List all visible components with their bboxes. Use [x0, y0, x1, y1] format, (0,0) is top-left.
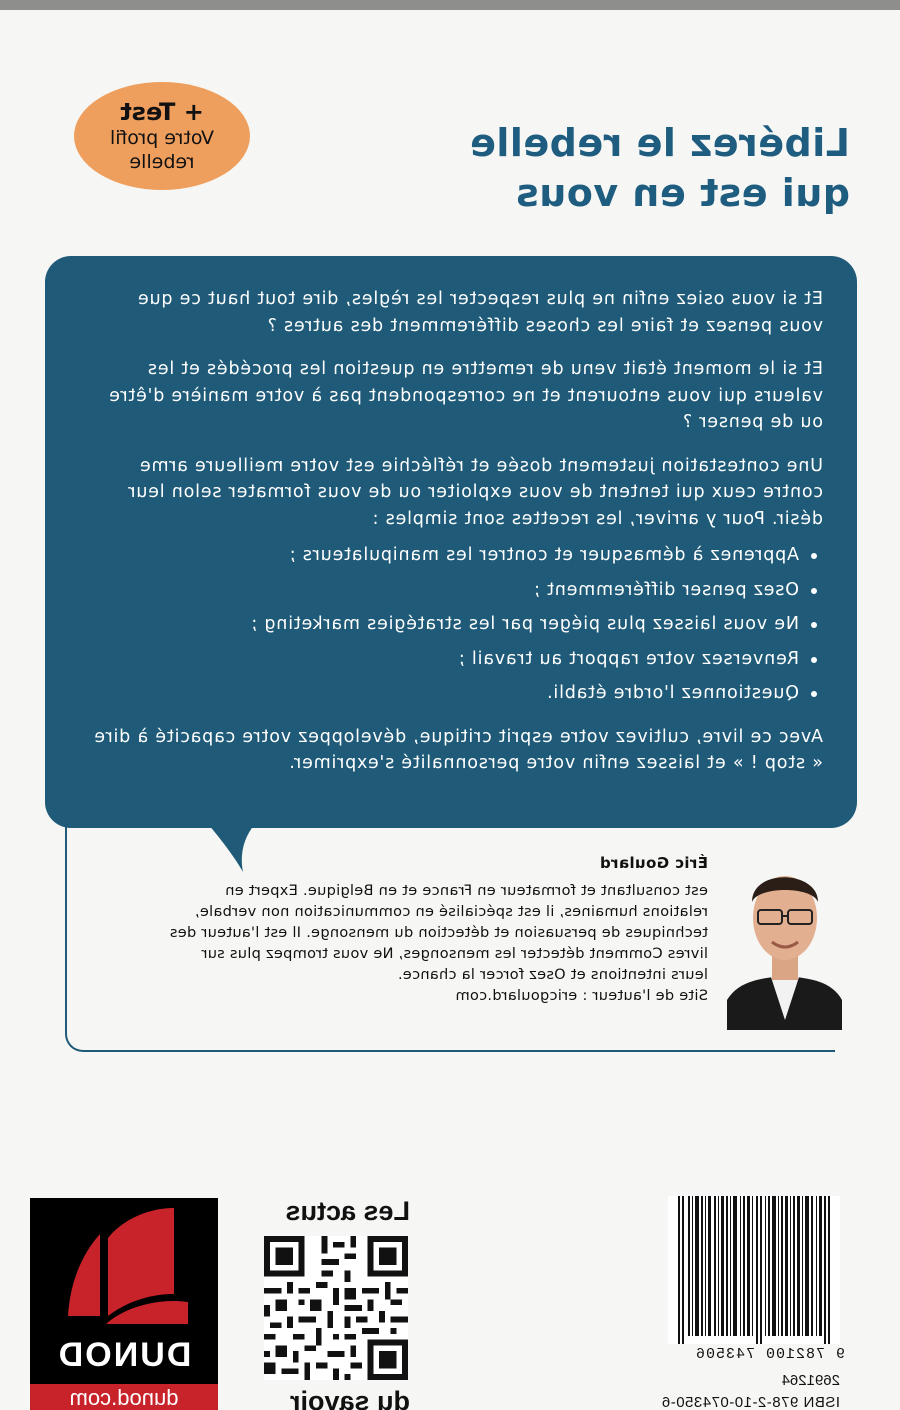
blurb-bullet: Questionnez l'ordre établi.	[91, 680, 823, 707]
book-title	[430, 118, 850, 218]
publisher-name: DUNOD	[56, 1336, 192, 1374]
blurb-bullet-list	[91, 542, 823, 707]
blurb-bullet: Osez penser différemment ;	[91, 577, 823, 604]
qr-block	[260, 1196, 410, 1410]
author-photo	[727, 850, 842, 1030]
blurb-speech-bubble	[45, 256, 857, 828]
barcode-digits: 9 782100 743506	[694, 1346, 845, 1363]
blurb-bullet: Renversez votre rapport au travail ;	[91, 646, 823, 673]
isbn: ISBN 978-2-10-074350-6	[661, 1394, 840, 1410]
blurb-bullet: Ne vous laissez plus piéger par les stratégies marketing ;	[91, 611, 823, 638]
blurb-paragraph-2: Et si le moment était venu de remettre en question les procédés et les valeurs qui vous entourent et ne correspondent pas à votre manière d'être ou de penser ?	[108, 359, 823, 432]
author-bio	[168, 880, 708, 1006]
badge-line-1: + Test	[120, 98, 204, 126]
barcode-bars	[668, 1196, 840, 1344]
blurb-bullet: Apprenez à démasquer et contrer les manipulateurs ;	[91, 542, 823, 569]
test-badge	[74, 82, 250, 190]
barcode	[668, 1196, 840, 1344]
title-line-1: Libérez le rebelle	[469, 121, 850, 165]
author-bio-text: est consultant et formateur en France et en Belgique. Expert en relations humaines, il est spécialisé en communication non verbale, techniques de persuasion et détection du mensonge. Il est l'auteur des livres Comment détecter les mensonges, Ne vous trompez plus sur leurs intentions et Osez forcer la chance.	[169, 882, 708, 983]
qr-caption-top: Les actus	[285, 1196, 410, 1226]
publisher-url: dunod.com	[30, 1384, 218, 1410]
dunod-logo	[30, 1198, 218, 1410]
blurb-paragraph-3: Une contestation justement dosée et réfléchie est votre meilleure arme contre ceux qui tentent de vous exploiter ou de vous formater selon leur désir. Pour y arriver, les recettes sont simples :	[127, 455, 823, 529]
badge-line-2: Votre profil	[109, 127, 215, 149]
author-website: Site de l'auteur : ericgoulard.com	[455, 987, 708, 1004]
qr-code	[264, 1236, 408, 1380]
author-name: Éric Goulard	[599, 854, 708, 872]
blurb-paragraph-1: Et si vous osiez enfin ne plus respecter les règles, dire tout haut ce que vous pensez et faire les choses différemment des autres ?	[137, 289, 823, 336]
speech-bubble-tail	[203, 818, 263, 873]
badge-line-3: rebelle	[129, 151, 195, 173]
title-line-2: qui est en vous	[515, 171, 850, 215]
top-edge-strip	[0, 0, 900, 10]
product-code: 2691264	[781, 1372, 840, 1389]
blurb-paragraph-4: Avec ce livre, cultivez votre esprit critique, développez votre capacité à dire « stop ! » et laissez enfin votre personnalité s'exprimer.	[93, 726, 823, 773]
dunod-logo-mark	[30, 1198, 218, 1338]
qr-caption-bottom: du savoir	[289, 1386, 410, 1410]
